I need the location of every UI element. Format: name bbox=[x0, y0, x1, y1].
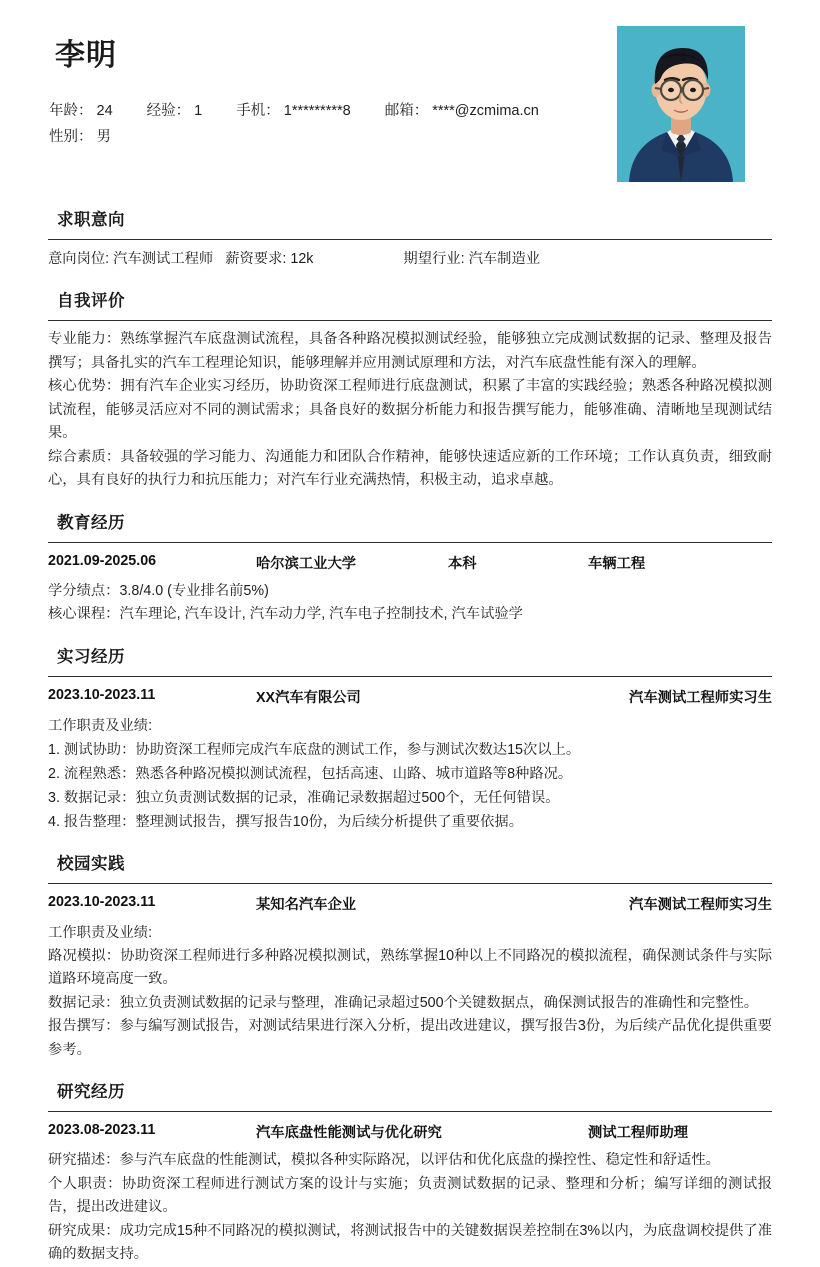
resume-header bbox=[0, 0, 820, 190]
campus-practice-role: 汽车测试工程师实习生 bbox=[629, 896, 772, 913]
education-major: 车辆工程 bbox=[588, 555, 646, 572]
internship-body bbox=[48, 677, 772, 834]
internship-bullet: 3. 数据记录：独立负责测试数据的记录，准确记录数据超过500个，无任何错误。 bbox=[48, 789, 560, 806]
section-education bbox=[0, 511, 820, 627]
contact-age-value: 24 bbox=[96, 103, 113, 119]
campus-practice-paragraph: 路况模拟：协助资深工程师进行多种路况模拟测试，熟练掌握10种以上不同路况的模拟流程，确保测试条件与实际道路环境高度一致。 bbox=[48, 947, 772, 987]
internship-bullet: 2. 流程熟悉：熟悉各种路况模拟测试流程，包括高速、山路、城市道路等8种路况。 bbox=[48, 765, 573, 782]
internship-duties-label: 工作职责及业绩: bbox=[48, 717, 153, 734]
intent-salary-label: 薪资要求: bbox=[225, 251, 287, 267]
section-campus-practice bbox=[0, 852, 820, 1063]
self-evaluation-paragraph: 综合素质：具备较强的学习能力、沟通能力和团队合作精神，能够快速适应新的工作环境；工作认真负责，细致耐心，具有良好的执行力和抗压能力；对汽车行业充满热情，积极主动，追求卓越。 bbox=[48, 448, 772, 488]
internship-bullet: 1. 测试协助：协助资深工程师完成汽车底盘的测试工作，参与测试次数达15次以上。 bbox=[48, 741, 581, 758]
contact-gender-label: 性别： bbox=[49, 129, 93, 145]
campus-practice-paragraph: 报告撰写：参与编写测试报告，对测试结果进行深入分析，提出改进建议，撰写报告3份，为后续产品优化提供重要参考。 bbox=[48, 1018, 772, 1058]
contact-phone-label: 手机： bbox=[236, 103, 280, 119]
job-intention-body bbox=[48, 240, 772, 271]
internship-company: XX汽车有限公司 bbox=[256, 689, 361, 706]
internship-entry-header bbox=[48, 687, 772, 712]
intent-industry-value: 汽车制造业 bbox=[468, 251, 541, 267]
section-title-self-evaluation: 自我评价 bbox=[57, 292, 125, 310]
research-body bbox=[48, 1112, 772, 1267]
section-title-job-intention: 求职意向 bbox=[57, 211, 125, 229]
education-date: 2021.09-2025.06 bbox=[48, 552, 157, 569]
research-date: 2023.08-2023.11 bbox=[48, 1122, 156, 1138]
internship-date: 2023.10-2023.11 bbox=[48, 686, 156, 703]
contact-age-label: 年龄： bbox=[49, 103, 93, 119]
section-title-internship: 实习经历 bbox=[57, 647, 125, 666]
education-school: 哈尔滨工业大学 bbox=[256, 555, 357, 572]
section-title-research: 研究经历 bbox=[57, 1083, 125, 1101]
education-entry-header bbox=[48, 553, 772, 578]
section-title-campus-practice: 校园实践 bbox=[57, 854, 125, 873]
research-role: 测试工程师助理 bbox=[588, 1125, 689, 1141]
contact-email-label: 邮箱： bbox=[384, 103, 429, 119]
education-body bbox=[48, 543, 772, 627]
self-evaluation-paragraph: 专业能力：熟练掌握汽车底盘测试流程，具备各种路况模拟测试经验，能够独立完成测试数据的记录、整理及报告撰写；具备扎实的汽车工程理论知识，能够理解并应用测试原理和方法，对汽车底盘性能有深入的理解。 bbox=[48, 331, 772, 371]
campus-practice-entry-header bbox=[48, 894, 772, 919]
contact-age bbox=[49, 98, 113, 124]
internship-bullet: 4. 报告整理：整理测试报告，撰写报告10份，为后续分析提供了重要依据。 bbox=[48, 813, 523, 830]
intent-industry-label: 期望行业: bbox=[403, 251, 465, 267]
intent-salary-value: 12k bbox=[290, 251, 314, 267]
self-evaluation-body bbox=[48, 321, 772, 493]
section-job-intention bbox=[0, 208, 820, 271]
self-evaluation-paragraph: 核心优势：拥有汽车企业实习经历，协助资深工程师进行底盘测试，积累了丰富的实践经验；熟悉各种路况模拟测试流程，能够灵活应对不同的测试需求；具备良好的数据分析能力和报告撰写能力，能够准确、清晰地呈现测试结果。 bbox=[48, 378, 772, 441]
campus-practice-company: 某知名汽车企业 bbox=[256, 896, 357, 913]
contact-phone bbox=[236, 98, 350, 124]
contact-experience-label: 经验： bbox=[146, 103, 191, 119]
profile-photo bbox=[617, 26, 745, 182]
contact-gender-value: 男 bbox=[96, 129, 111, 145]
research-entry-header bbox=[48, 1122, 772, 1147]
intent-position-value: 汽车测试工程师 bbox=[113, 251, 214, 267]
section-self-evaluation bbox=[0, 289, 820, 493]
profile-photo-illustration bbox=[617, 26, 745, 182]
campus-practice-body bbox=[48, 884, 772, 1063]
internship-role: 汽车测试工程师实习生 bbox=[629, 689, 772, 706]
contact-experience bbox=[147, 98, 203, 124]
contact-email bbox=[385, 98, 539, 124]
research-project: 汽车底盘性能测试与优化研究 bbox=[256, 1125, 442, 1141]
intent-position-label: 意向岗位: bbox=[48, 251, 110, 267]
campus-practice-paragraph: 数据记录：独立负责测试数据的记录与整理，准确记录超过500个关键数据点，确保测试报告的准确性和完整性。 bbox=[48, 994, 759, 1011]
contact-experience-value: 1 bbox=[194, 103, 203, 119]
education-courses: 核心课程：汽车理论, 汽车设计, 汽车动力学, 汽车电子控制技术, 汽车试验学 bbox=[48, 606, 523, 622]
campus-practice-date: 2023.10-2023.11 bbox=[48, 893, 156, 910]
section-internship bbox=[0, 645, 820, 834]
contact-email-value: ****@zcmima.cn bbox=[432, 103, 539, 119]
research-paragraph: 研究描述：参与汽车底盘的性能测试，模拟各种实际路况，以评估和优化底盘的操控性、稳定性和舒适性。 bbox=[48, 1152, 720, 1168]
research-paragraph: 研究成果：成功完成15种不同路况的模拟测试，将测试报告中的关键数据误差控制在3%以内，为底盘调校提供了准确的数据支持。 bbox=[48, 1222, 772, 1262]
candidate-name: 李明 bbox=[55, 39, 117, 72]
research-paragraph: 个人职责：协助资深工程师进行测试方案的设计与实施；负责测试数据的记录、整理和分析；编写详细的测试报告，提出改进建议。 bbox=[48, 1175, 772, 1215]
intent-industry bbox=[403, 247, 540, 271]
section-research bbox=[0, 1080, 820, 1267]
intent-position bbox=[48, 247, 213, 271]
intent-salary bbox=[225, 247, 313, 271]
contact-gender bbox=[49, 124, 111, 150]
campus-practice-duties-label: 工作职责及业绩: bbox=[48, 924, 153, 941]
contact-phone-value: 1*********8 bbox=[283, 103, 351, 119]
section-title-education: 教育经历 bbox=[57, 513, 125, 532]
education-gpa: 学分绩点：3.8/4.0 (专业排名前5%) bbox=[48, 582, 269, 599]
job-intention-line bbox=[48, 247, 772, 271]
education-degree: 本科 bbox=[448, 555, 477, 572]
